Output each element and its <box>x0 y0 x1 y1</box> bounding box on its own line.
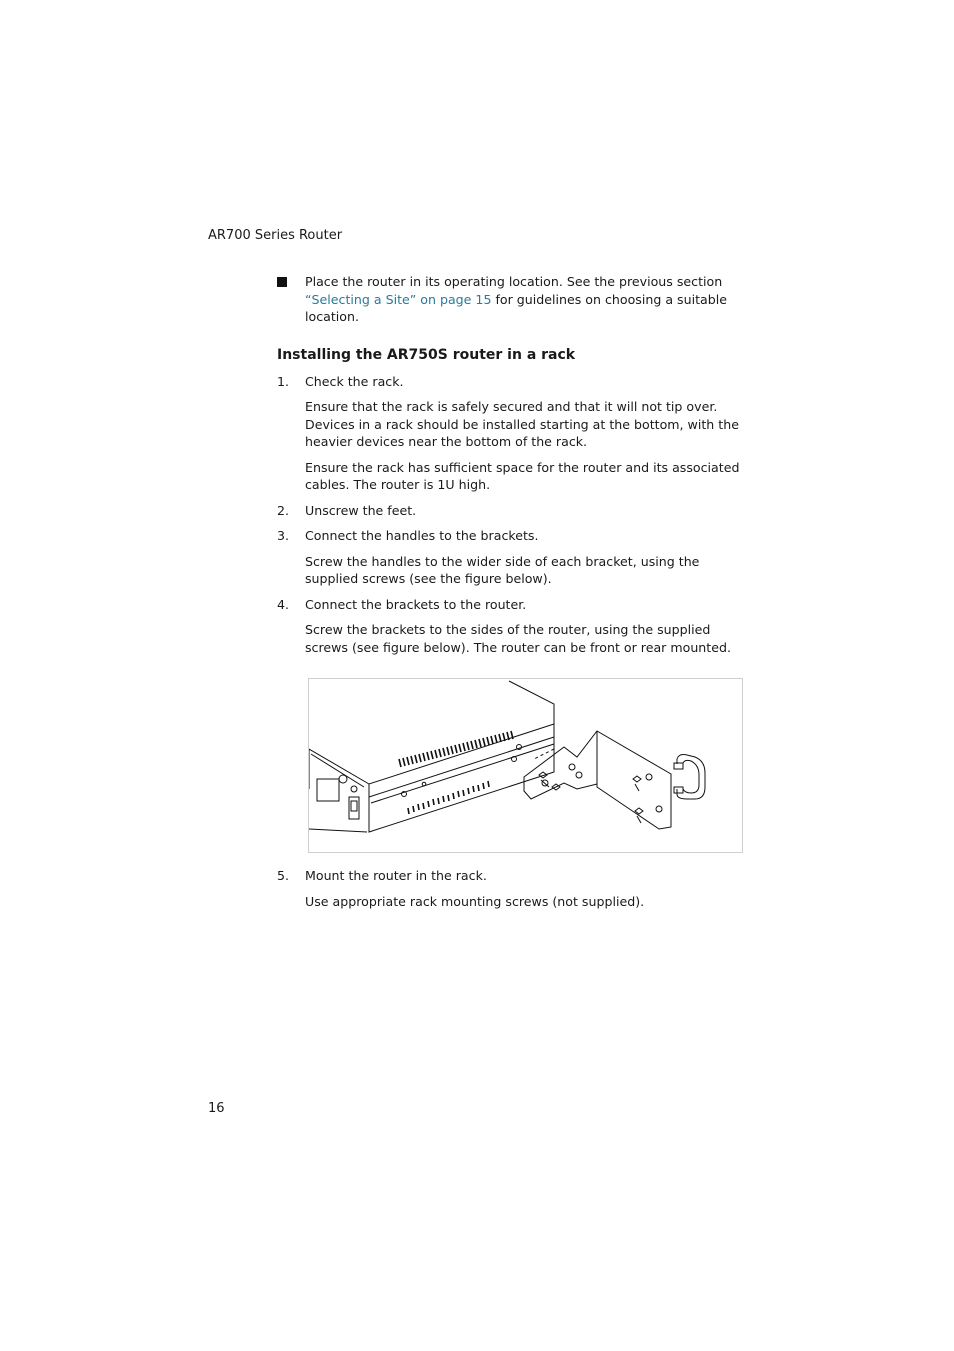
selecting-a-site-link[interactable]: “Selecting a Site” on page 15 <box>305 291 492 307</box>
section-heading: Installing the AR750S router in a rack <box>277 346 576 363</box>
running-header: AR700 Series Router <box>208 228 343 243</box>
step-text: Connect the brackets to the router. <box>305 596 527 612</box>
page-content <box>277 273 747 918</box>
check-rack-para-2: Ensure the rack has sufficient space for the router and its associated cables. The router is 1U high. <box>305 459 740 492</box>
square-bullet-icon <box>277 277 287 287</box>
check-rack-para-1: Ensure that the rack is safely secured and that it will not tip over. Devices in a rack should be installed starting at the bottom, with the heavier devices near the bottom of the rack. <box>305 399 739 449</box>
handles-para: Screw the handles to the wider side of each bracket, using the supplied screws (see the figure below). <box>305 553 700 586</box>
mount-para: Use appropriate rack mounting screws (not supplied). <box>305 893 645 909</box>
step-5 <box>277 867 747 885</box>
step-1 <box>277 373 747 391</box>
intro-text-before: Place the router in its operating location. See the previous section <box>305 274 723 289</box>
step-number: 1. <box>277 373 290 389</box>
step-text: Check the rack. <box>305 373 404 389</box>
step-2 <box>277 502 747 520</box>
page-number: 16 <box>208 1101 225 1116</box>
intro-bullet <box>277 273 747 326</box>
step-text: Unscrew the feet. <box>305 502 417 518</box>
rack-bracket-figure <box>308 678 743 853</box>
step-number: 4. <box>277 596 290 612</box>
step-text: Mount the router in the rack. <box>305 868 487 883</box>
step-3 <box>277 527 747 545</box>
router-bracket-illustration <box>309 679 743 853</box>
brackets-para: Screw the brackets to the sides of the router, using the supplied screws (see figure below). The router can be front or rear mounted. <box>305 622 731 655</box>
step-4 <box>277 596 747 614</box>
step-number: 3. <box>277 528 290 543</box>
intro-text-after: for guidelines on choosing a suitable location. <box>305 291 727 324</box>
step-text: Connect the handles to the brackets. <box>305 528 539 543</box>
step-number: 2. <box>277 502 290 518</box>
step-number: 5. <box>277 868 290 883</box>
